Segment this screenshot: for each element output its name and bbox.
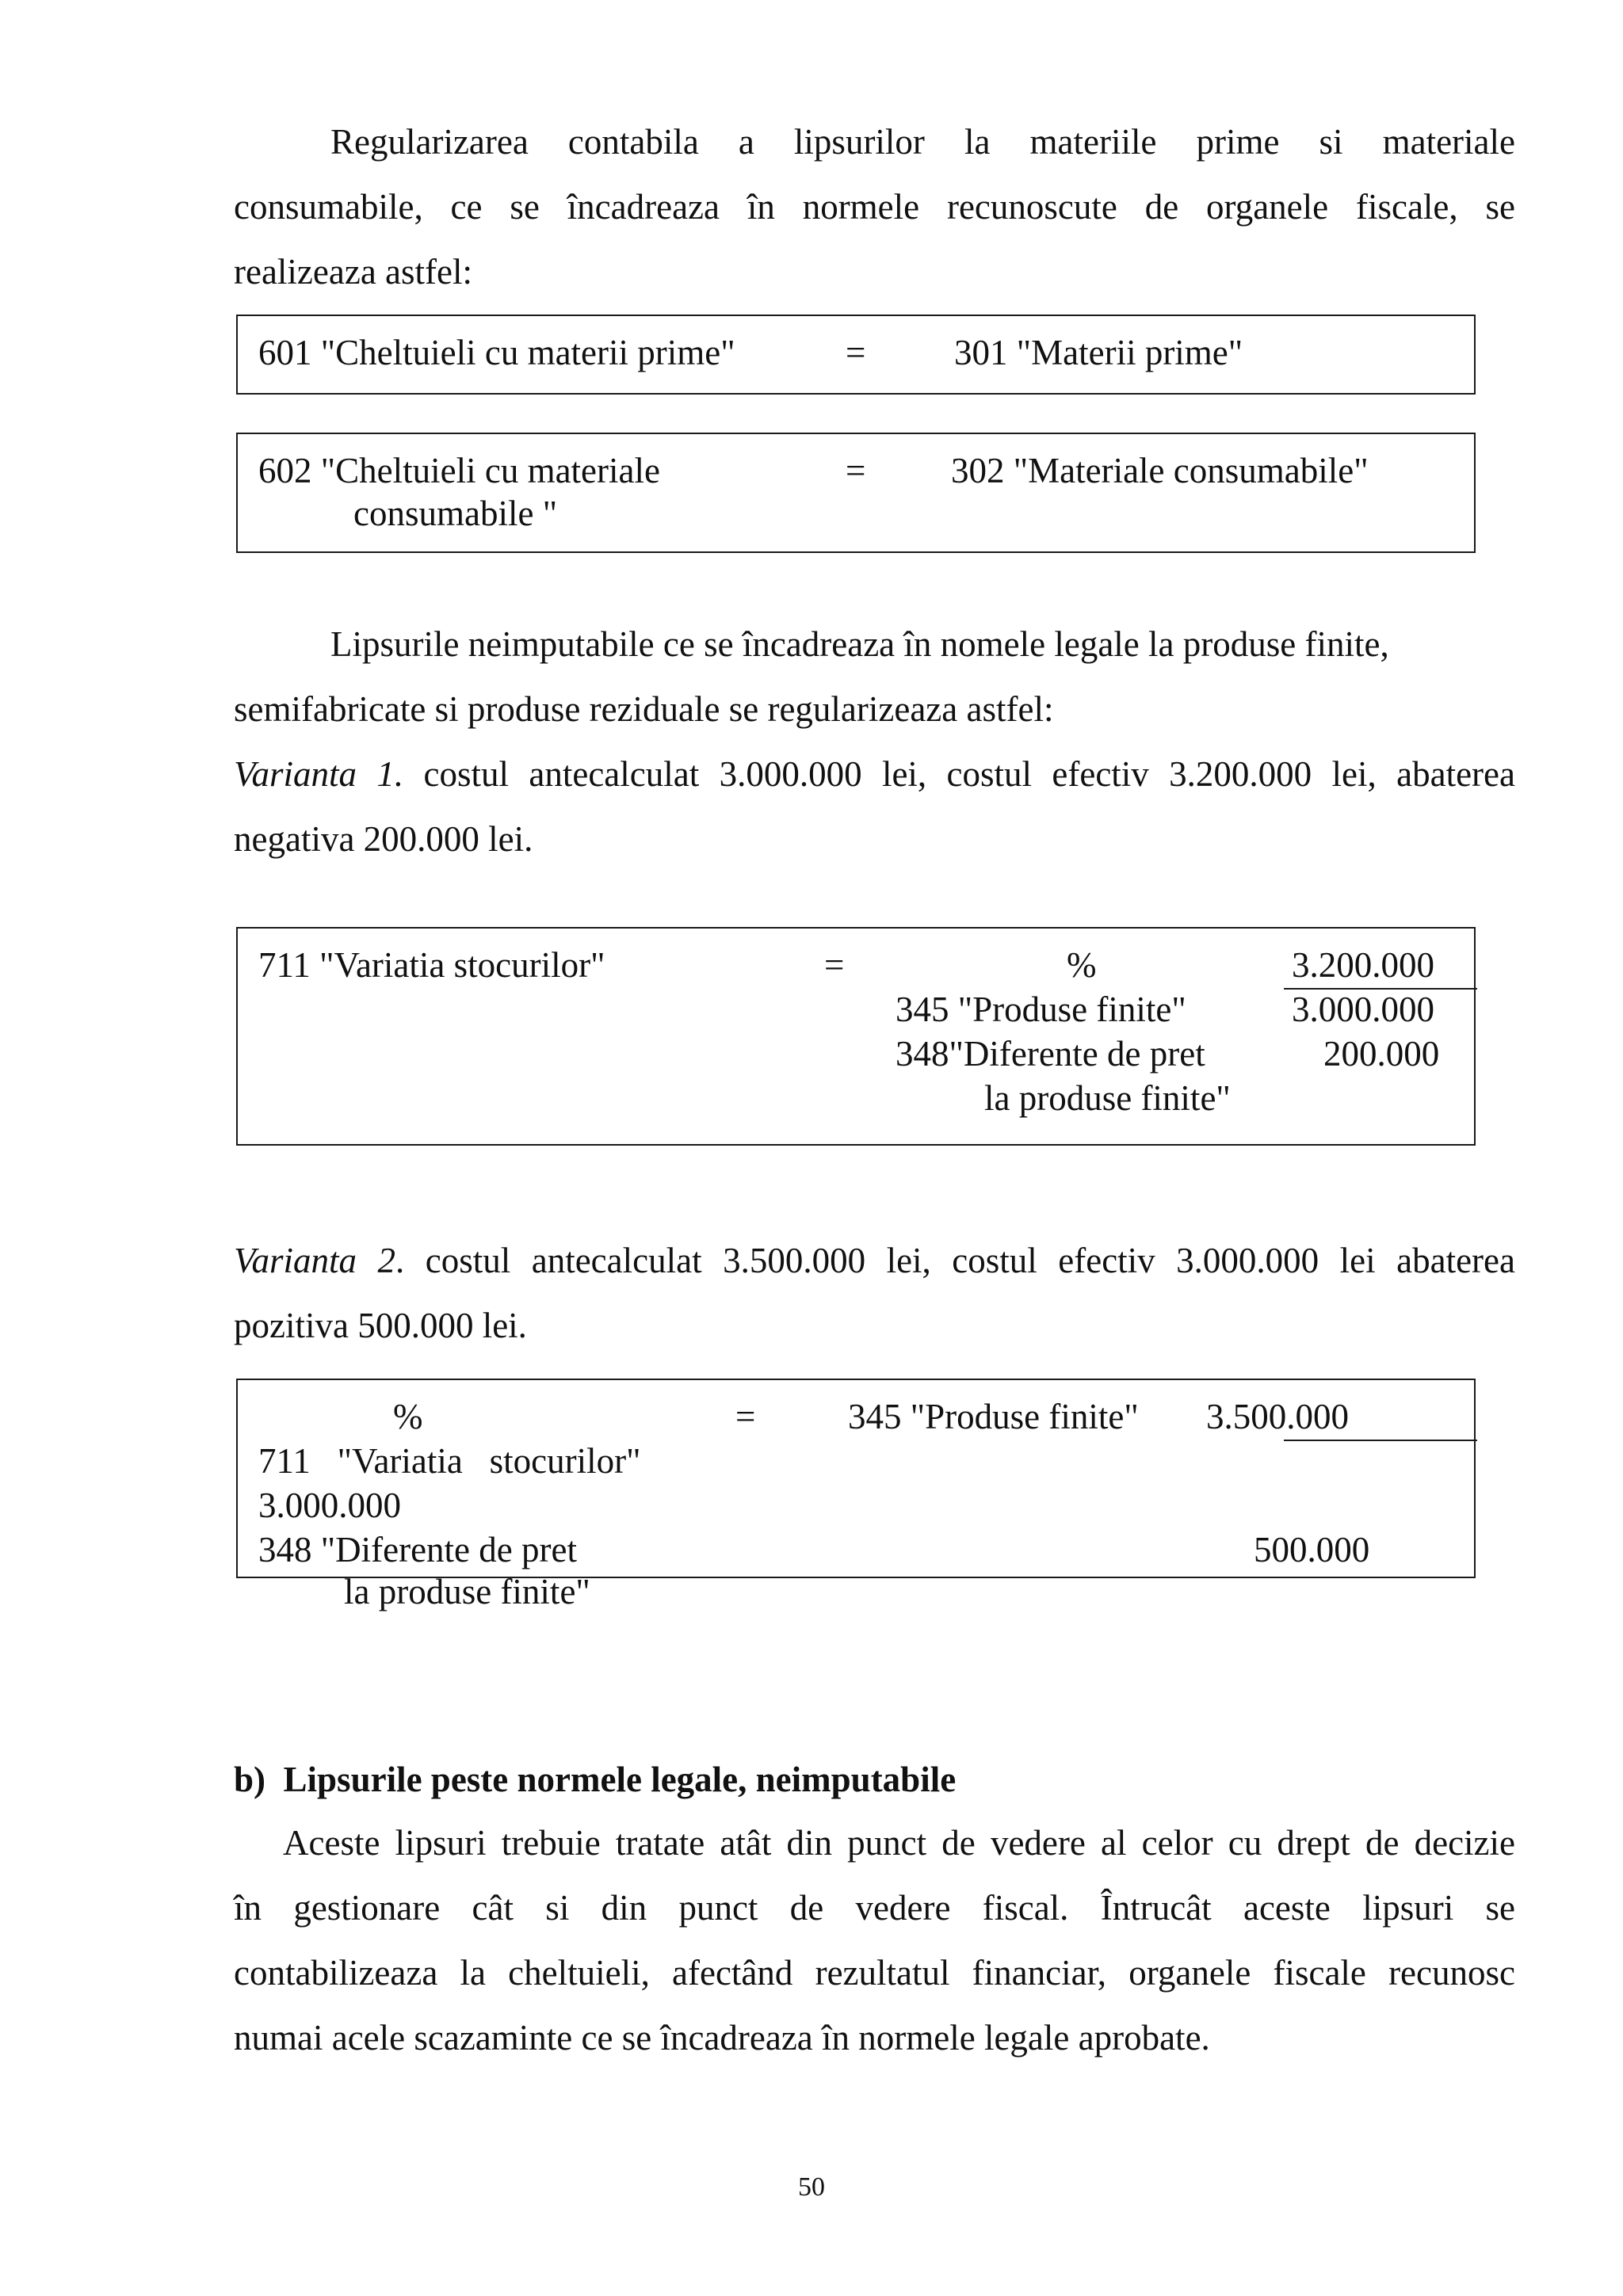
journal-entry-345-variant2 <box>236 1379 1476 1578</box>
entry1-credit: 301 "Materii prime" <box>954 333 1243 372</box>
entry4-total: 3.500.000 <box>1206 1397 1349 1436</box>
entry4-debit1: 711 "Variatia stocurilor" <box>258 1441 641 1481</box>
section-b-line-2: în gestionare cât si din punct de vedere fiscal. Întrucât aceste lipsuri se <box>234 1888 1515 1928</box>
varianta1-line-2: negativa 200.000 lei. <box>234 819 533 859</box>
journal-entry-602 <box>236 433 1476 553</box>
section-b-paragraph <box>234 1810 1515 2070</box>
paragraph-neimputabile <box>234 612 1515 871</box>
entry3-percent: % <box>1067 945 1097 985</box>
entry1-equals: = <box>846 333 866 372</box>
entry2-debit-line1: 602 "Cheltuieli cu materiale <box>258 451 660 490</box>
entry3-credit1-amount: 3.000.000 <box>1292 990 1434 1029</box>
entry4-debit1-amount: 3.000.000 <box>258 1486 401 1525</box>
entry1-debit: 601 "Cheltuieli cu materii prime" <box>258 333 735 372</box>
section-b-heading: b) Lipsurile peste normele legale, neimputabile <box>234 1760 957 1799</box>
entry4-equals: = <box>735 1397 756 1436</box>
para2-line-2: semifabricate si produse reziduale se regularizeaza astfel: <box>234 689 1054 729</box>
section-b-line-4: numai acele scazaminte ce se încadreaza în normele legale aprobate. <box>234 2018 1210 2058</box>
journal-entry-711-variant1 <box>236 927 1476 1146</box>
entry4-debit2-line1: 348 "Diferente de pret <box>258 1530 577 1569</box>
varianta2-line-1 <box>234 1228 1515 1293</box>
entry3-credit1: 345 "Produse finite" <box>896 990 1186 1029</box>
entry3-debit: 711 "Variatia stocurilor" <box>258 945 605 985</box>
entry3-equals: = <box>824 945 845 985</box>
varianta2-label: Varianta 2 <box>234 1241 396 1280</box>
section-b-line-3: contabilizeaza la cheltuieli, afectând rezultatul financiar, organele fiscale recunosc <box>234 1953 1515 1993</box>
entry3-credit2-amount: 200.000 <box>1323 1034 1440 1074</box>
varianta1-line-1 <box>234 742 1515 807</box>
entry4-percent: % <box>393 1397 423 1436</box>
para2-line-1: Lipsurile neimputabile ce se încadreaza în nomele legale la produse finite, <box>330 624 1389 664</box>
journal-entry-601 <box>236 315 1476 395</box>
entry3-total: 3.200.000 <box>1292 945 1434 985</box>
varianta2-line-2: pozitiva 500.000 lei. <box>234 1306 527 1345</box>
entry2-debit-line2: consumabile " <box>353 494 558 533</box>
varianta1-label: Varianta 1. <box>234 754 404 794</box>
varianta1-text: costul antecalculat 3.000.000 lei, costul efectiv 3.200.000 lei, abaterea <box>423 754 1515 794</box>
entry2-credit: 302 "Materiale consumabile" <box>951 451 1369 490</box>
paragraph-varianta2 <box>234 1228 1515 1358</box>
entry3-credit2-line1: 348"Diferente de pret <box>896 1034 1205 1074</box>
varianta2-text: . costul antecalculat 3.500.000 lei, costul efectiv 3.000.000 lei abaterea <box>395 1241 1515 1280</box>
entry4-debit2-amount: 500.000 <box>1254 1530 1370 1569</box>
entry4-total-rule <box>1284 1440 1477 1441</box>
entry4-credit: 345 "Produse finite" <box>848 1397 1139 1436</box>
entry3-credit2-line2: la produse finite" <box>984 1078 1231 1118</box>
entry4-debit2-line2: la produse finite" <box>344 1572 590 1611</box>
intro-line-2: consumabile, ce se încadreaza în normele recunoscute de organele fiscale, se <box>234 187 1515 227</box>
intro-line-1: Regularizarea contabila a lipsurilor la materiile prime si materiale <box>330 122 1515 162</box>
intro-line-3: realizeaza astfel: <box>234 252 473 292</box>
page-number: 50 <box>798 2172 825 2202</box>
section-b-line-1: Aceste lipsuri trebuie tratate atât din punct de vedere al celor cu drept de decizie <box>283 1823 1515 1863</box>
intro-paragraph <box>234 109 1515 304</box>
entry2-equals: = <box>846 451 866 490</box>
